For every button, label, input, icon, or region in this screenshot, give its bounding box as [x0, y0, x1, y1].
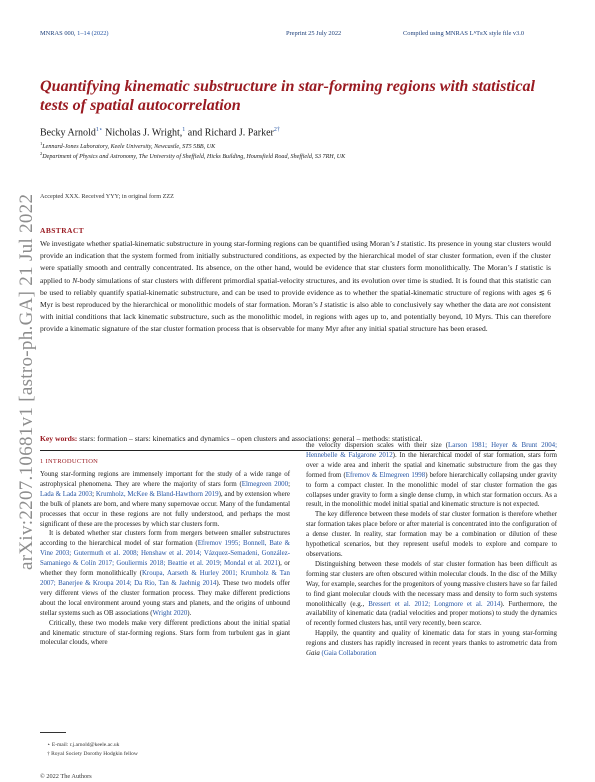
abstract-symbol: N — [72, 275, 78, 285]
intro-paragraph-2: It is debated whether star clusters form from mergers between smaller substructures according to the hierarchical model of star formation (Efremov 1995; Bonnell, Bate & Vine 2003; Gutermuth et al. 2008; Henshaw et al. 2014; Vázquez-Semadeni, González-Samaniego & Colín 2017; Gouliermis 2018; Beattie et al. 2019; Mondal et al. 2021), or whether they form monolithically (Kroupa, Aarseth & Hurley 2001; Krumholz & Tan 2007; Banerjee & Kroupa 2014; Da Rio, Tan & Jaehnig 2014). These two models offer very different views of the cluster formation process. They make different predictions about the local environment around young stars and planets, and the origins of unbound stellar systems such as OB associations (Wright 2020). — [40, 530, 291, 617]
intro-paragraph-3-cont: the velocity dispersion scales with their size (Larson 1981; Heyer & Brunt 2004; Hennebelle & Falgarone 2012). In the hierarchical model of star formation, stars form over a wide area and inherit the spatial and kinematic substructure from the gas they formed from (Efremov & Elmegreen 1998) before hierarchically collapsing under gravity to form a compact cluster. In the monolithic model of star cluster formation the gas collapses under gravity to form a single dense clump, in which star formation occurs. As a result, in the monolithic model initial spatial and kinematic structure is not expected. — [306, 442, 558, 509]
abstract-symbol: I — [515, 263, 518, 273]
citation-link[interactable]: Wright 2020 — [152, 609, 188, 617]
abstract-emphasis: not — [509, 300, 519, 310]
author-list — [40, 126, 280, 138]
journal-pages-link[interactable]: 1–14 (2022) — [77, 30, 109, 37]
intro-paragraph-3: Critically, these two models make very different predictions about the initial spatial and kinematic structure of star-forming regions. Stars form from turbulent gas in giant molecular clouds, where — [40, 619, 290, 647]
keywords-label: Key words: — [40, 434, 78, 443]
intro-paragraph-5: Distinguishing between these models of star cluster formation has been difficult as forming star clusters are often obscured within molecular clouds. In the disc of the Milky Way, for example, searches for the progenitors of young massive clusters have so far failed to find giant molecular clouds with the necessary mass and density to form such systems monolithically (e.g., Bressert et al. 2012; Longmore et al. 2014). Furthermore, the availability of kinematic data (radial velocities and proper motions) to study the dynamics of recently formed clusters has, until very recently, been scarce. — [306, 560, 558, 628]
intro-paragraph-1: Young star-forming regions are immensely important for the study of a wide range of astrophysical phenomena. They are where the majority of stars form (Elmegreen 2000; Lada & Lada 2003; Krumholz, McKee & Bland-Hawthorn 2019), and by extension where the bulk of planets are born, and where many supernovae occur. Many of the fundamental processes that occur in these regions are not fully understood, and perhaps the most significant of these are the processes by which star clusters form. — [40, 471, 290, 528]
abstract-symbol: I — [396, 239, 400, 248]
abstract-text: statistic is applied to — [40, 263, 551, 285]
abstract-symbol: I — [319, 300, 323, 310]
citation-link[interactable]: Bressert et al. 2012; Longmore et al. 2014 — [368, 600, 501, 608]
author-2-mark[interactable]: 1 — [182, 127, 186, 133]
abstract-body — [40, 238, 551, 336]
citation-link[interactable]: (Gaia Collaboration — [319, 650, 377, 658]
footnote-mark: † — [47, 751, 50, 757]
footnote-text[interactable]: E-mail: r.j.arnold@keele.ac.uk — [51, 742, 120, 748]
body-column-left — [40, 470, 290, 648]
footnote-mark: ⋆ — [47, 742, 51, 748]
abstract-text: statistic. Its presence in young star clusters would provide an indication that the system formed from initially substructured conditions, as expected by the hierarchical model of star cluster formation, even if the cluster were spatially smooth and centrally concentrated. Its absence, on the other hand, would be evidence that star clusters form monolithically. The Moran’s — [40, 239, 551, 273]
abstract-text: statistic is also able to conclusively say whether the data are — [322, 300, 510, 310]
section-heading-introduction: 1 INTRODUCTION — [40, 458, 99, 465]
received-accepted-line: Accepted XXX. Received YYY; in original form ZZZ — [40, 193, 174, 200]
footnote-text: Royal Society Dorothy Hodgkin fellow — [51, 751, 138, 757]
journal-name: MNRAS 000, — [40, 30, 76, 37]
preprint-date: Preprint 25 July 2022 — [286, 30, 342, 37]
affiliation-1-mark: 1 — [40, 141, 43, 146]
gaia-italic: Gaia — [306, 650, 320, 658]
footnote-email — [47, 742, 119, 748]
footnote-divider — [40, 732, 66, 733]
journal-header — [40, 30, 109, 37]
abstract-text: We investigate whether spatial-kinematic substructure in young star-forming regions can be quantified using Moran’s — [40, 239, 397, 248]
affiliation-2 — [40, 151, 345, 160]
intro-paragraph-4: The key difference between these models of star cluster formation is therefore whether star formation takes place before or after material is concentrated into the configuration of a dense cluster. In reality, star formation may be a combination or dilution of these hypothetical scenarios, but they represent useful models to explore and compare to observations. — [306, 511, 557, 558]
citation-link[interactable]: Efremov 1995; Bonnell, Bate & Vine 2003; Gutermuth et al. 2008; Henshaw et al. 2014; Vázquez-Semadeni, González-Samaniego & Colín 2017; Gouliermis 2018; Beattie et al. 2019; Mondal et al. 2021 — [40, 540, 290, 568]
citation-link[interactable]: Lada & Lada 2003 — [40, 490, 93, 498]
footnote-fellowship — [47, 751, 138, 757]
affiliation-1 — [40, 141, 215, 150]
citation-link[interactable]: Elmegreen 2000 — [241, 480, 289, 488]
affiliation-2-mark: 2 — [40, 151, 43, 156]
keywords-text: stars: formation – stars: kinematics and dynamics – open clusters and associations: general – methods: statistical. — [79, 434, 423, 443]
compiled-note: Compiled using MNRAS LᴬTᴇX style file v3.0 — [403, 30, 525, 37]
author-1: Becky Arnold — [40, 127, 96, 139]
abstract-heading: ABSTRACT — [40, 226, 85, 235]
citation-link[interactable]: Kroupa, Aarseth & Hurley 2001; Krumholz & Tan 2007; Banerjee & Kroupa 2014; Da Rio, Tan & Jaehnig 2014 — [40, 570, 291, 587]
affiliation-2-text: Department of Physics and Astronomy, The University of Sheffield, Hicks Building, Hounsfield Road, Sheffield, S3 7RH, UK — [42, 154, 346, 161]
author-3: and Richard J. Parker — [185, 127, 274, 139]
paper-title: Quantifying kinematic substructure in star-forming regions with statistical tests of spatial autocorrelation — [40, 78, 535, 114]
citation-link[interactable]: Efremov & Elmegreen 1998 — [345, 471, 426, 479]
citation-link[interactable]: Krumholz, McKee & Bland-Hawthorn 2019 — [95, 490, 219, 498]
intro-paragraph-6: Happily, the quantity and quality of kinematic data for stars in young star-forming regions and clusters has rapidly increased in recent years thanks to astrometric data from Gaia (Gaia Collaboration — [306, 630, 557, 658]
citation-link[interactable]: Larson 1981; Heyer & Brunt 2004; Hennebelle & Falgarone 2012 — [306, 442, 558, 459]
arxiv-identifier: arXiv:2207.10681v1 [astro-ph.GA] 21 Jul 2022 — [16, 193, 37, 570]
author-1-mark[interactable]: 1⋆ — [95, 127, 103, 133]
author-3-mark[interactable]: 2† — [273, 127, 280, 133]
body-column-right — [306, 441, 557, 659]
abstract-text: consistent with initial conditions that lack kinematic substructure, such as the monolithic model, in regions with ages up to, and potentially beyond, 10 Myrs. This can therefore provide a kinematic signature of the star cluster formation process that is observable for many Myr after any initial spatial structure has been erased. — [40, 300, 551, 334]
copyright-line: © 2022 The Authors — [40, 773, 92, 780]
affiliation-1-text: Lennard-Jones Laboratory, Keele University, Newcastle, ST5 5BB, UK — [42, 144, 216, 151]
author-2: Nicholas J. Wright, — [102, 127, 183, 139]
abstract-text: -body simulations of star clusters with different primordial spatial-velocity structures, and its evolution over time is studied. It is found that this statistic can be used to reliably quantify spatial-kinematic substructure, and can be used to provide evidence as to whether the spatial-kinematic structure of regions with ages ≲ 6 Myr is best reproduced by the hierarchical or monolithic models of star formation. Moran’s — [40, 275, 551, 310]
